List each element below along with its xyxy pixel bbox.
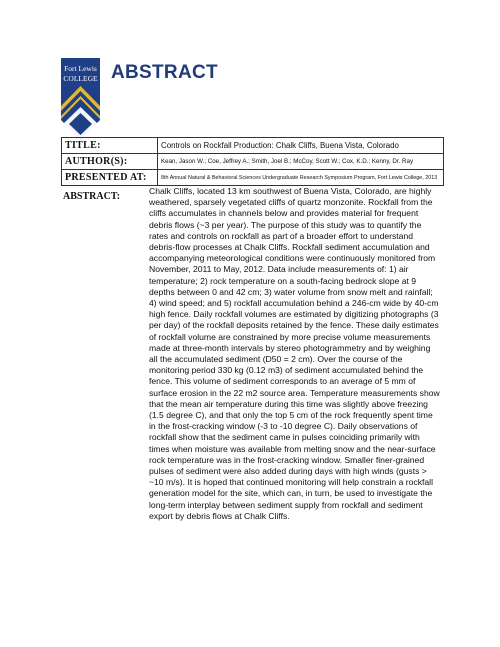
page-heading: ABSTRACT xyxy=(111,62,218,83)
authors-value: Kean, Jason W.; Coe, Jeffrey A.; Smith, Joel B.; McCoy, Scott W.; Cox, K.D.; Kenny, Dr. Ray xyxy=(158,154,444,170)
title-label: TITLE: xyxy=(62,138,158,154)
authors-row xyxy=(62,154,444,170)
logo-wordmark xyxy=(61,64,100,84)
title-value: Controls on Rockfall Production: Chalk Cliffs, Buena Vista, Colorado xyxy=(158,138,444,154)
title-row xyxy=(62,138,444,154)
abstract-label: ABSTRACT: xyxy=(63,191,121,202)
logo-line-1: Fort Lewis xyxy=(64,64,97,73)
fort-lewis-college-logo xyxy=(61,58,100,140)
logo-line-2: COLLEGE xyxy=(63,74,98,83)
authors-label: AUTHOR(S): xyxy=(62,154,158,170)
presented-value: 8th Annual Natural & Behavioral Sciences Undergraduate Research Symposium Program, Fort Lewis College, 2013 xyxy=(158,170,444,186)
presented-label: PRESENTED AT: xyxy=(62,170,158,186)
presented-row xyxy=(62,170,444,186)
metadata-table xyxy=(61,137,444,186)
abstract-body: Chalk Cliffs, located 13 km southwest of Buena Vista, Colorado, are highly weathered, sparsely vegetated cliffs of quartz monzonite. Rockfall from the cliffs accumulates in channels below and provides material for frequent debris flows (~3 per year). The purpose of this study was to quantify the rates and controls on rockfall as part of a broader effort to understand debris-flow processes at Chalk Cliffs. Rockfall sediment accumulation and accompanying meteorological conditions were continuously monitored from November, 2011 to May, 2012. Data include measurements of: 1) air temperature; 2) rock temperature on a south-facing bedrock slope at 9 depths between 0 and 42 cm; 3) water volume from snow melt and rainfall; 4) wind speed; and 5) rockfall accumulation behind a 246-cm wide by 40-cm high fence. Daily rockfall volumes are estimated by digitizing photographs (3 per day) of the rockfall deposits retained by the fence. These daily estimates of rockfall volume are constrained by more precise volume measurements made at three-month intervals by stereo photogrammetry and by weighing all the accumulated sediment (D50 = 2 cm). Over the course of the monitoring period 330 kg (0.12 m3) of sediment accumulated behind the fence. This volume of sediment corresponds to an average of 5 mm of surface erosion in the 22 m2 source area. Temperature measurements show that the mean air temperature during this time was slightly above freezing (1.5 degree C), and that only the top 5 cm of the rock frequently spent time in the frost-cracking window (-3 to -10 degree C). Daily observations of rockfall show that the sediment came in pulses coinciding primarily with times when moisture was available from melting snow and the near-surface rock temperature was in the frost-cracking window. Smaller finer-grained pulses of sediment were also added during days with high winds (gusts > ~10 m/s). It is hoped that continued monitoring will help constrain a rockfall generation model for the site, which can, in turn, be used to investigate the long-term interplay between sediment supply from rockfall and sediment export by debris flows at Chalk Cliffs. xyxy=(149,186,440,521)
